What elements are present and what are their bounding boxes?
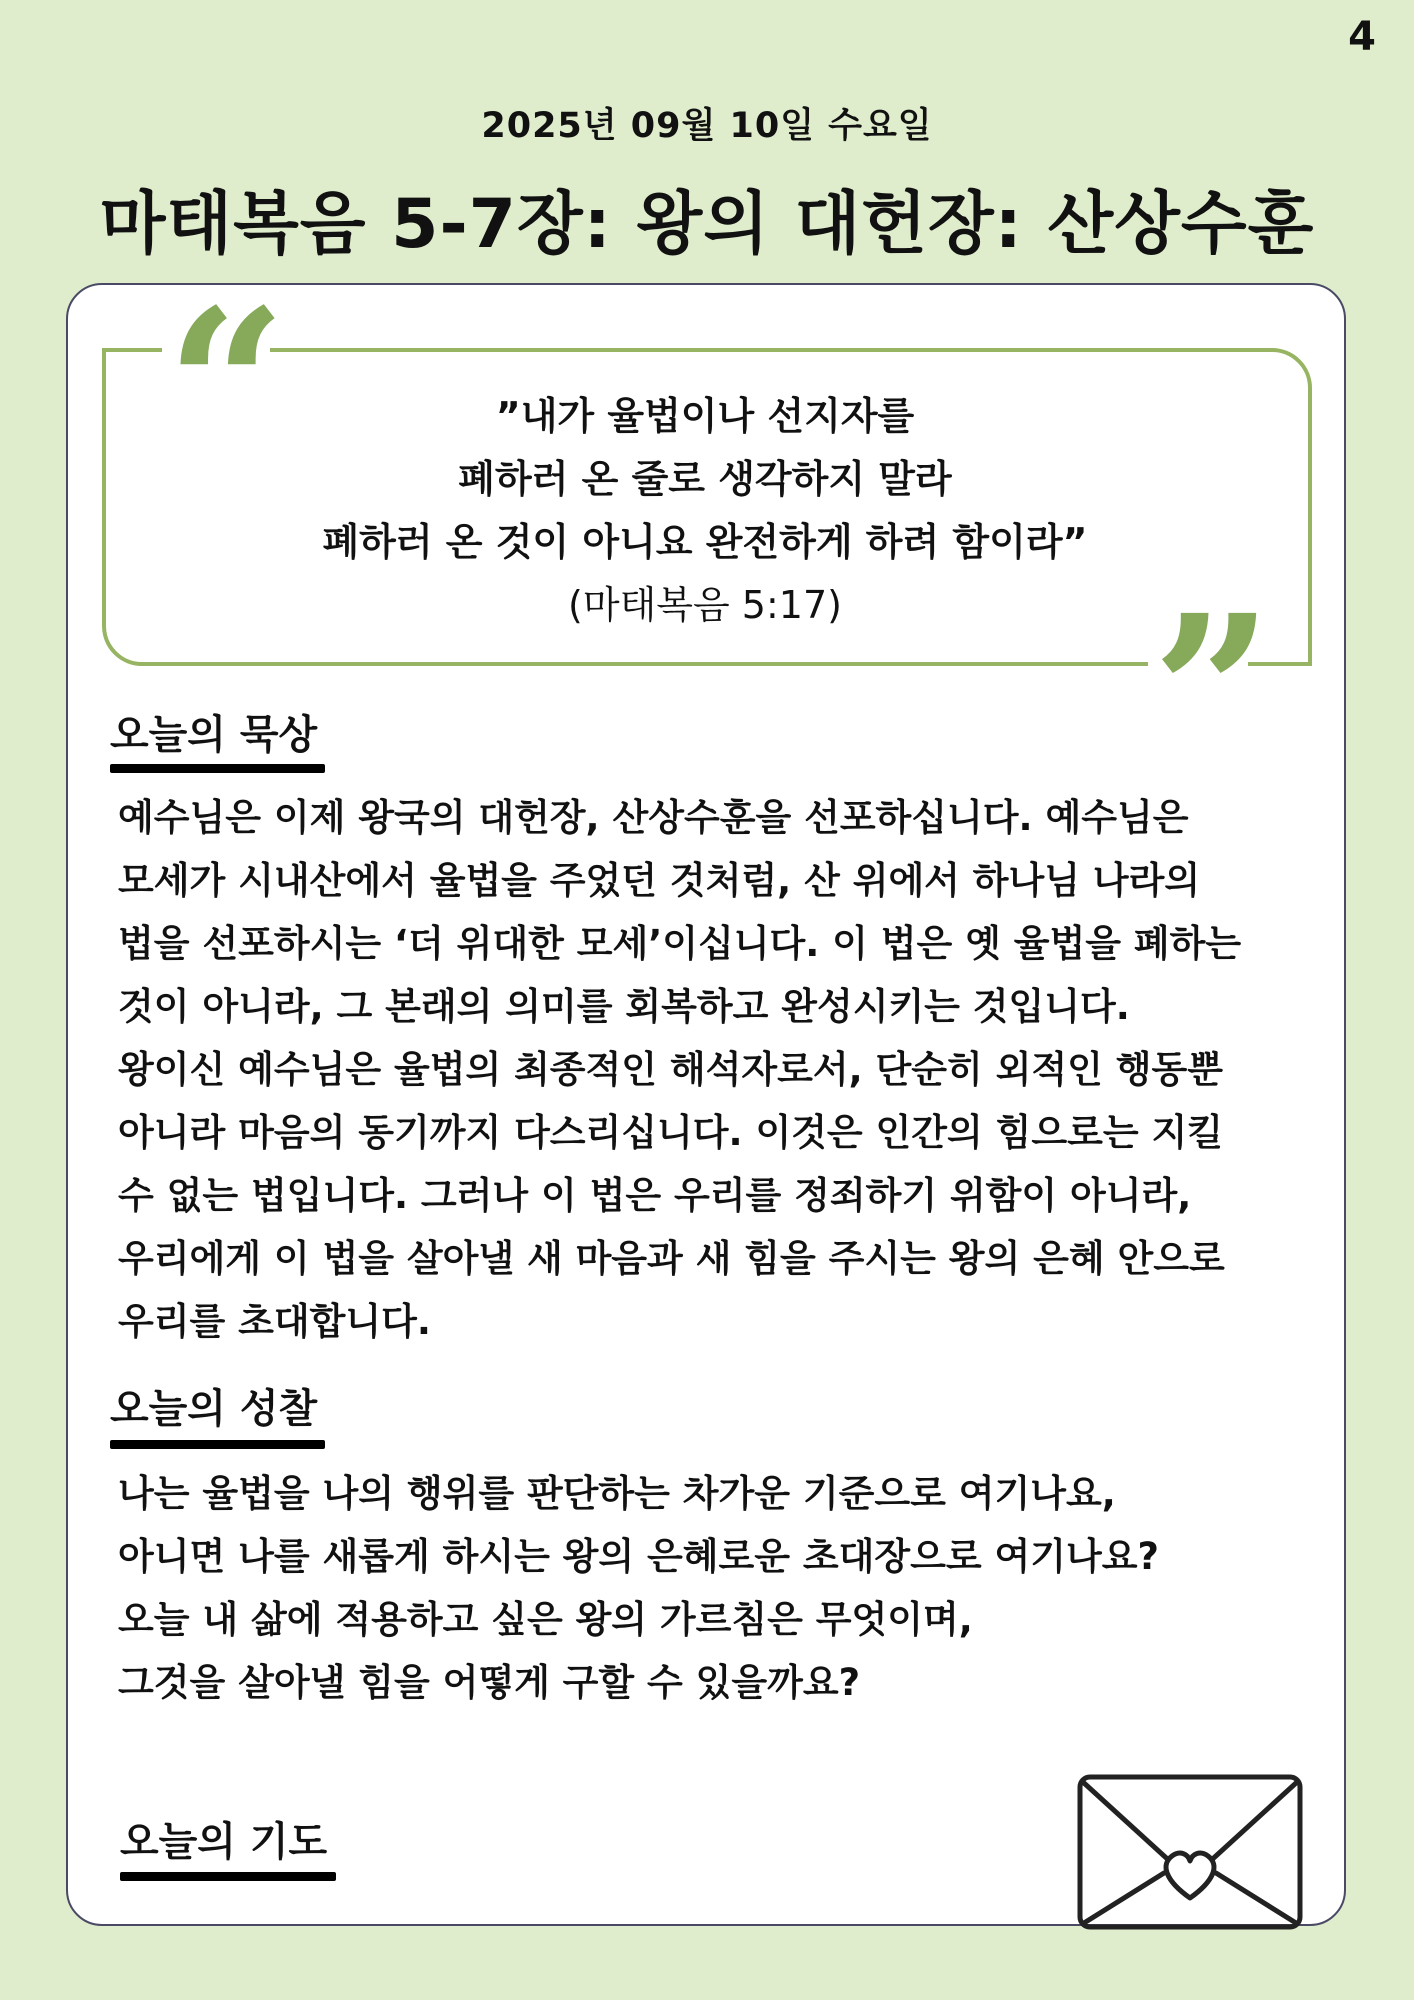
meditation-line: 아니라 마음의 동기까지 다스리십니다. 이것은 인간의 힘으로는 지킬 <box>118 1111 1223 1154</box>
close-quote-icon: ” <box>1152 569 1273 816</box>
quote-line: ”내가 율법이나 선지자를 <box>495 394 915 438</box>
page-number: 4 <box>1348 14 1376 60</box>
reflection-line: 그것을 살아낼 힘을 어떻게 구할 수 있을까요? <box>118 1661 861 1704</box>
reflection-line: 나는 율법을 나의 행위를 판단하는 차가운 기준으로 여기나요, <box>118 1472 1116 1515</box>
meditation-line: 모세가 시내산에서 율법을 주었던 것처럼, 산 위에서 하나님 나라의 <box>118 859 1201 902</box>
envelope-heart-icon <box>1076 1773 1304 1931</box>
prayer-heading: 오늘의 기도 <box>120 1819 328 1865</box>
reflection-text <box>118 1462 1350 1714</box>
bible-quote <box>140 385 1270 637</box>
date: 2025년 09월 10일 수요일 <box>481 106 933 146</box>
meditation-line: 법을 선포하시는 ‘더 위대한 모세’이십니다. 이 법은 옛 율법을 폐하는 <box>118 922 1242 965</box>
quote-line: 폐하러 온 줄로 생각하지 말라 <box>458 457 952 501</box>
meditation-line: 우리에게 이 법을 살아낼 새 마음과 새 힘을 주시는 왕의 은혜 안으로 <box>118 1237 1225 1280</box>
quote-line: 폐하러 온 것이 아니요 완전하게 하려 함이라” <box>322 520 1088 564</box>
quote-reference: (마태복음 5:17) <box>568 583 842 627</box>
reflection-underline <box>110 1440 325 1449</box>
meditation-line: 수 없는 법입니다. 그러나 이 법은 우리를 정죄하기 위함이 아니라, <box>118 1174 1192 1217</box>
page-title: 마태복음 5-7장: 왕의 대헌장: 산상수훈 <box>99 185 1315 264</box>
reflection-line: 오늘 내 삶에 적용하고 싶은 왕의 가르침은 무엇이며, <box>118 1598 973 1641</box>
meditation-line: 왕이신 예수님은 율법의 최종적인 해석자로서, 단순히 외적인 행동뿐 <box>118 1048 1223 1091</box>
reflection-line: 아니면 나를 새롭게 하시는 왕의 은혜로운 초대장으로 여기나요? <box>118 1535 1159 1578</box>
meditation-line: 것이 아니라, 그 본래의 의미를 회복하고 완성시키는 것입니다. <box>118 985 1130 1028</box>
open-quote-icon: “ <box>166 263 287 510</box>
reflection-heading: 오늘의 성찰 <box>110 1386 318 1432</box>
meditation-line: 우리를 초대합니다. <box>118 1300 431 1343</box>
meditation-heading: 오늘의 묵상 <box>110 712 318 758</box>
meditation-underline <box>110 764 325 773</box>
meditation-text <box>118 786 1350 1353</box>
meditation-line: 예수님은 이제 왕국의 대헌장, 산상수훈을 선포하십니다. 예수님은 <box>118 796 1189 839</box>
prayer-underline <box>120 1872 336 1881</box>
